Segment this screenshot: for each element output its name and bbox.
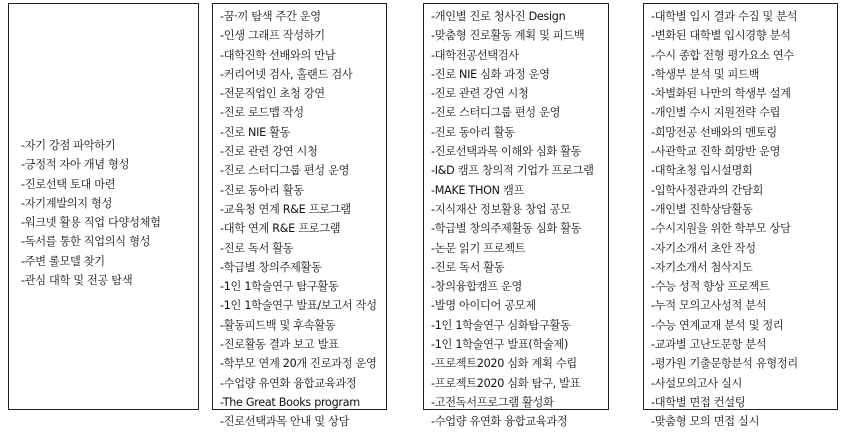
list-item: -자기소개서 첨삭지도 [651,260,753,274]
list-item: -꿈·끼 탐색 주간 운영 [220,10,321,23]
list-item: -진로활동 결과 보고 발표 [220,338,339,352]
list-item: -진로 로드맵 작성 [220,106,304,120]
list-item: -창의융합캠프 운영 [431,280,523,294]
list-item: -대학 연계 R&E 프로그램 [220,222,341,236]
list-item: -The Great Books program [220,395,360,409]
list-item: -진로 스터디그룹 편성 운영 [220,164,350,178]
list-item: -인생 그래프 작성하기 [220,29,325,43]
list-item: -학생부 분석 및 피드백 [651,67,760,81]
list-item: -학급별 창의주제활동 [220,260,322,274]
list-item: -맞춤형 모의 면접 실시 [651,415,760,429]
list-item: -워크넷 활용 직업 다양성체험 [21,216,161,230]
list-item: -발명 아이디어 공모제 [431,299,536,313]
list-item: -진로 동아리 활동 [220,183,304,197]
list-item: -학급별 창의주제활동 심화 활동 [431,222,582,236]
list-item: -진로 관련 강연 시청 [431,87,529,101]
list-item: -차별화된 나만의 학생부 설계 [651,87,791,101]
list-item: -진로선택과목 이해와 심화 활동 [431,145,582,159]
list-item: -개인별 진학상담활동 [651,202,753,216]
list-item: -자기계발의지 형성 [21,196,113,210]
list-item: -대학별 면접 컨설팅 [651,395,746,409]
deepening-stage-box [423,3,609,429]
list-item: -1인 1학술연구 발표(학술제) [431,338,569,352]
admission-stage-box [643,3,838,429]
exploration-stage-list [220,7,377,432]
list-item: -수시지원을 위한 학부모 상담 [651,222,791,236]
list-item: -학부모 연계 20개 진로과정 운영 [220,357,377,371]
list-item: -진로 스터디그룹 편성 운영 [431,106,561,120]
list-item: -논문 읽기 프로젝트 [431,241,526,255]
list-item: -진로 NIE 활동 [220,125,291,139]
list-item: -교과별 고난도문항 분석 [651,338,767,352]
list-item: -커리어넷 검사, 홀랜드 검사 [220,67,353,81]
list-item: -I&D 캠프 창의적 기업가 프로그램 [431,164,594,178]
list-item: -수능 성적 향상 프로젝트 [651,280,770,294]
list-item: -주변 롤모델 찾기 [21,254,105,268]
list-item: -진로선택과목 안내 및 상담 [220,415,350,429]
list-item: -대학진학 선배와의 만남 [220,48,336,62]
list-item: -진로 NIE 심화 과정 운영 [431,67,550,81]
list-item: -MAKE THON 캠프 [431,183,524,197]
list-item: -대학초청 입시설명회 [651,164,753,178]
list-item: -수능 연계교재 분석 및 정리 [651,318,784,332]
list-item: -수시 종합 전형 평가요소 연수 [651,48,794,62]
list-item: -1인 1학술연구 심화탐구활동 [431,318,571,332]
list-item: -누적 모의고사성적 분석 [651,299,767,313]
awareness-stage-box [8,3,199,410]
list-item: -진로 독서 활동 [431,260,505,274]
list-item: -고전독서프로그램 활성화 [431,395,554,409]
list-item: -지식재산 정보활용 창업 공모 [431,202,571,216]
list-item: -대학별 입시 결과 수집 및 분석 [651,10,798,23]
list-item: -개인별 진로 청사진 Design [431,10,566,23]
list-item: -독서를 통한 직업의식 형성 [21,235,151,249]
list-item: -자기 강점 파악하기 [21,139,116,152]
list-item: -관심 대학 및 전공 탐색 [21,274,133,288]
list-item: -희망전공 선배와의 멘토링 [651,125,777,139]
list-item: -변화된 대학별 입시경향 분석 [651,29,791,43]
list-item: -맞춤형 진로활동 계획 및 피드백 [431,29,585,43]
list-item: -교육청 연계 R&E 프로그램 [220,202,351,216]
list-item: -사설모의고사 실시 [651,376,743,390]
list-item: -프로젝트2020 심화 탐구, 발표 [431,376,581,390]
list-item: -활동피드백 및 후속활동 [220,318,336,332]
list-item: -1인 1학술연구 탐구활동 [220,280,339,294]
list-item: -입학사정관과의 간담회 [651,183,764,197]
list-item: -사관학교 진학 희망반 운영 [651,145,781,159]
list-item: -수업량 유연화 융합교육과정 [220,376,357,390]
list-item: -1인 1학술연구 발표/보고서 작성 [220,299,377,313]
exploration-stage-box [212,3,387,429]
list-item: -개인별 수시 지원전략 수립 [651,106,781,120]
list-item: -진로 동아리 활동 [431,125,515,139]
awareness-stage-list [21,136,161,290]
list-item: -전문직업인 초청 강연 [220,87,325,101]
admission-stage-list [651,7,798,432]
list-item: -진로 관련 강연 시청 [220,145,318,159]
list-item: -진로선택 토대 마련 [21,177,116,191]
list-item: -진로 독서 활동 [220,241,294,255]
list-item: -대학전공선택검사 [431,48,519,62]
deepening-stage-list [431,7,594,432]
list-item: -긍정적 자아 개념 형성 [21,158,130,172]
list-item: -평가원 기출문항분석 유형정리 [651,357,798,371]
list-item: -수업량 유연화 융합교육과정 [431,415,568,429]
list-item: -프로젝트2020 심화 계획 수립 [431,357,577,371]
list-item: -자기소개서 초안 작성 [651,241,756,255]
